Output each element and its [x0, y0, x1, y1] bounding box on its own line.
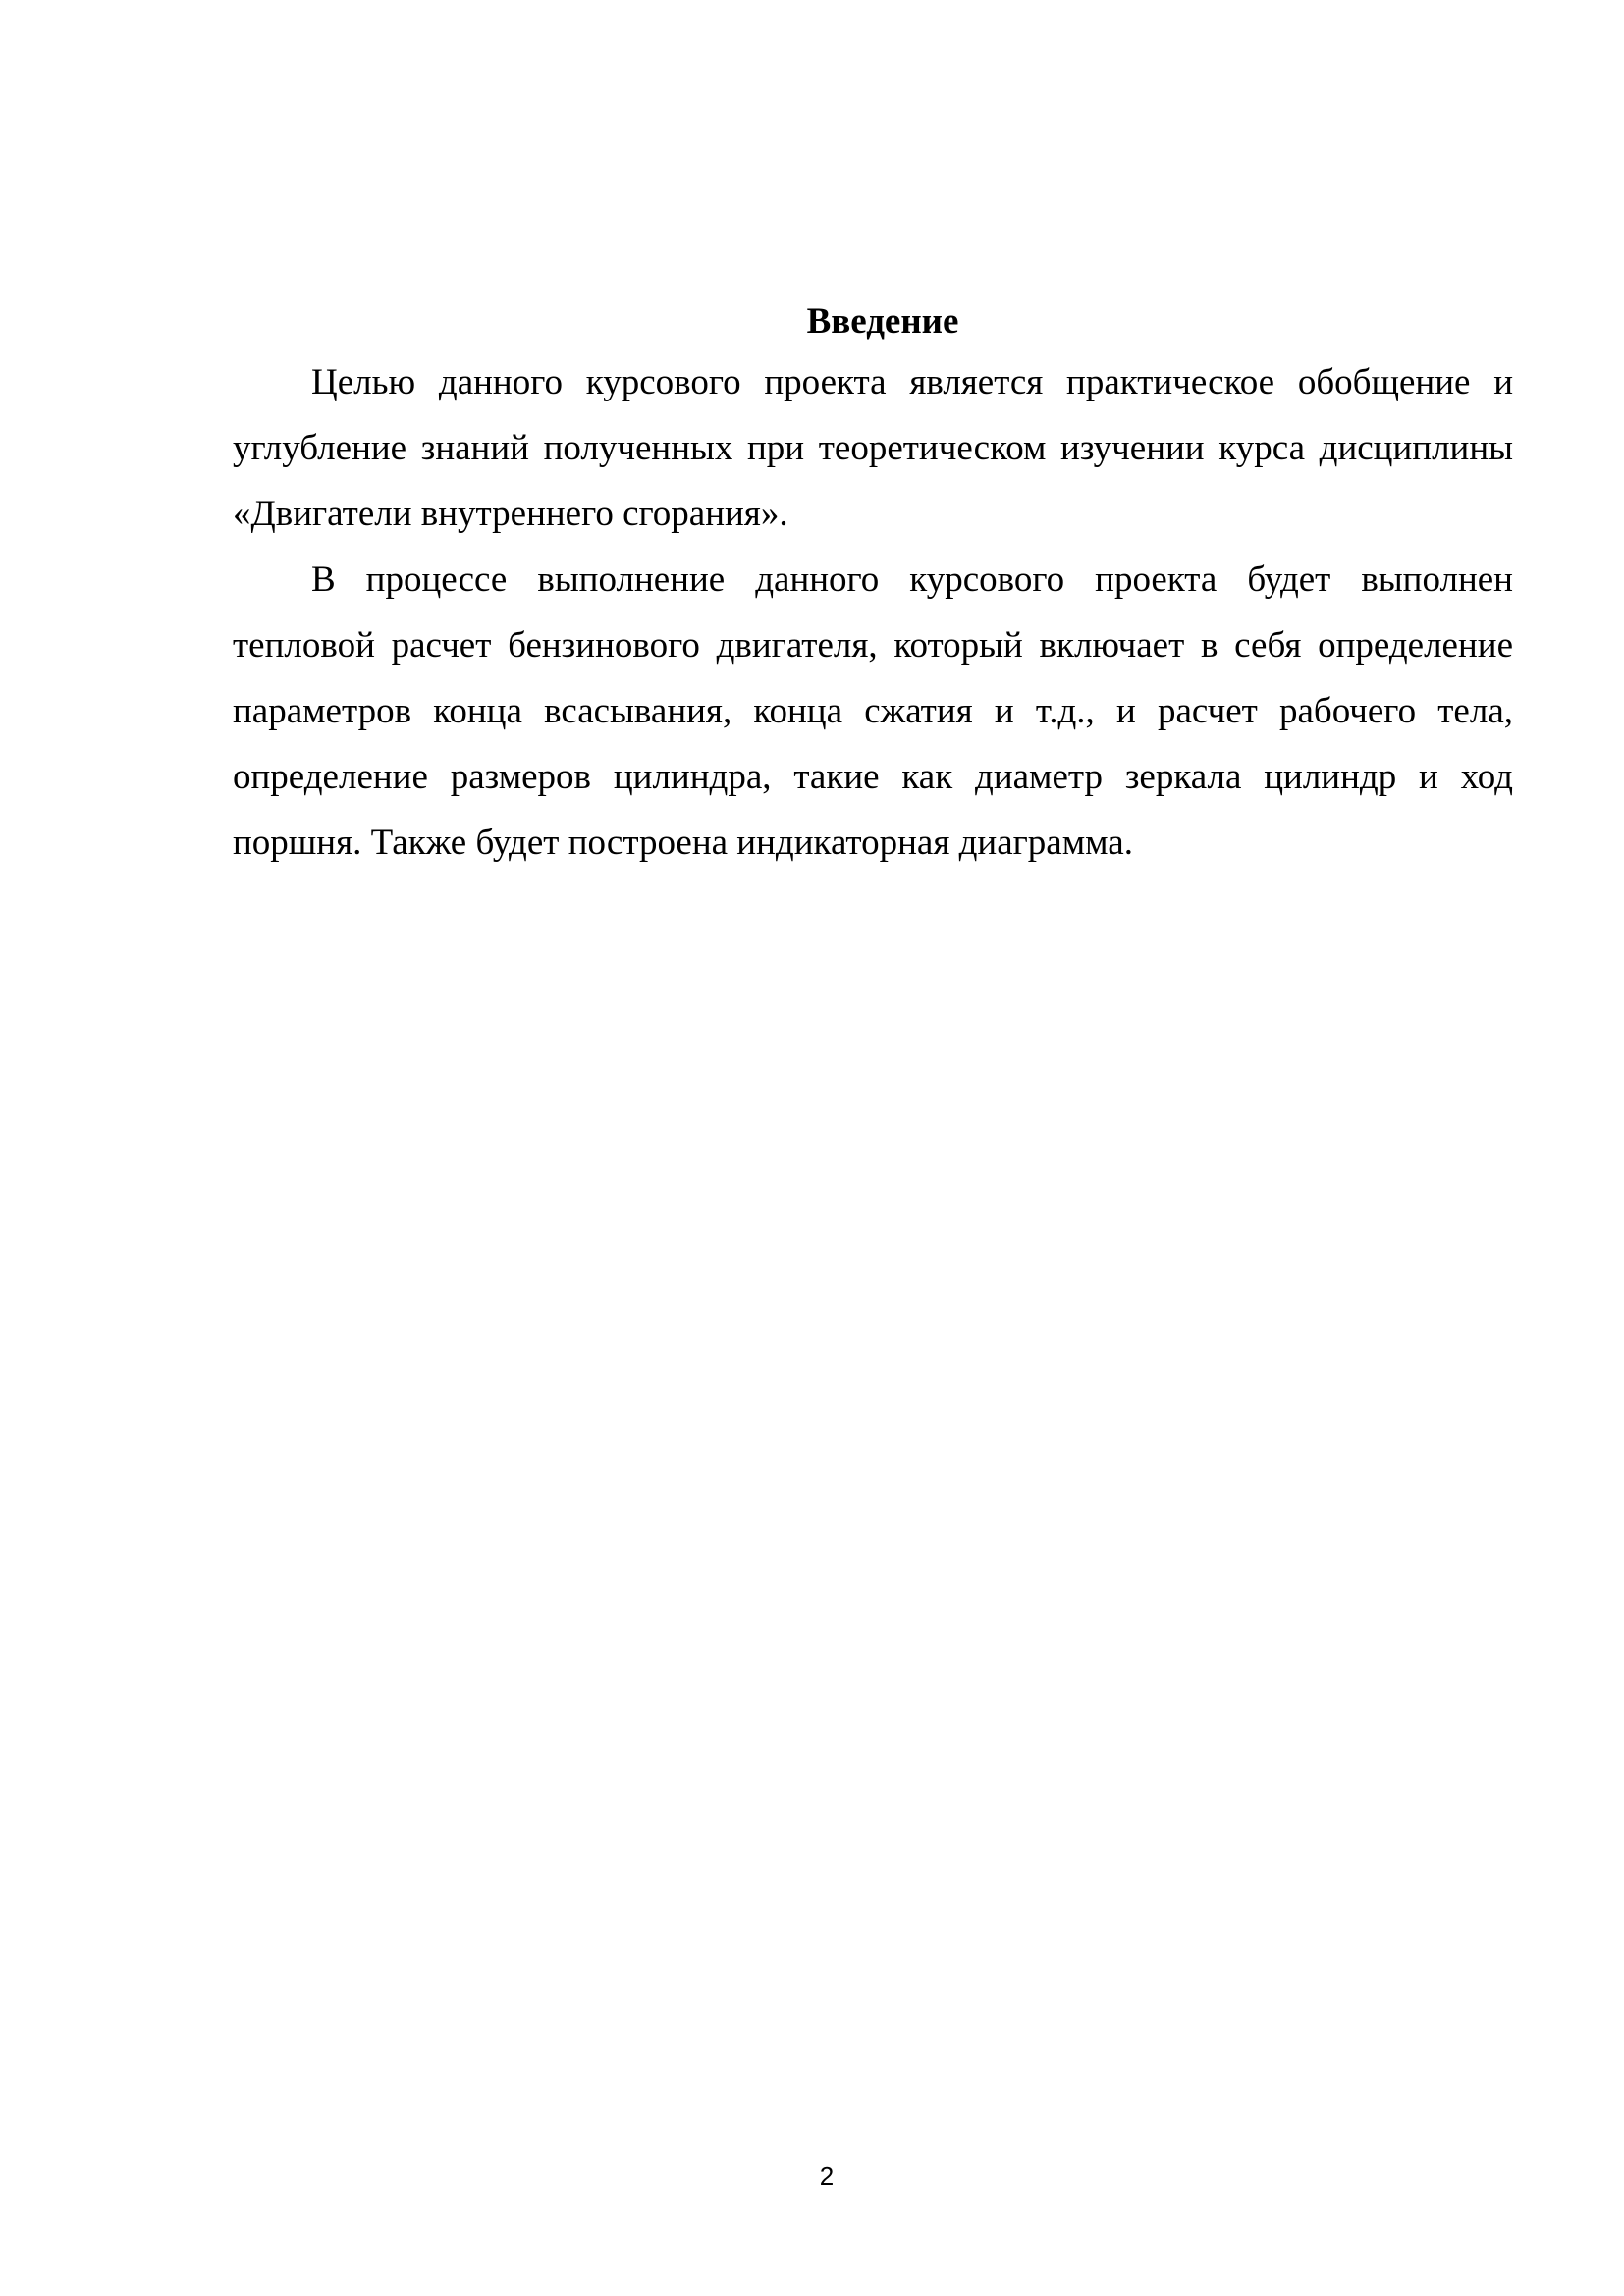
paragraph-1: Целью данного курсового проекта является практическое обобщение и углубление знаний полученных при теоретическом изучении курса дисциплины «Двигатели внутреннего сгорания». — [233, 362, 1513, 534]
page-number: 2 — [819, 2162, 835, 2191]
section-title: Введение — [806, 301, 959, 342]
paragraph-2: В процессе выполнение данного курсового проекта будет выполнен тепловой расчет бензинового двигателя, который включает в себя определение параметров конца всасывания, конца сжатия и т.д., и расчет рабочего тела, определение размеров цилиндра, такие как диаметр зеркала цилиндр и ход поршня. Также будет построена индикаторная диаграмма. — [233, 560, 1513, 863]
page-content — [233, 294, 1513, 876]
